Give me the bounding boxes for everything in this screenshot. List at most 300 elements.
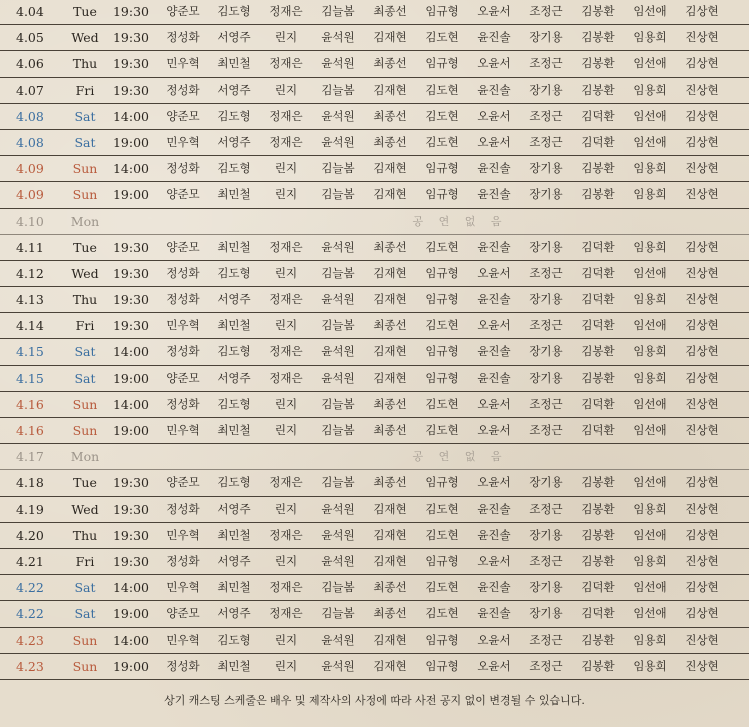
cast-cell: 린지	[274, 632, 298, 647]
cast-cell: 김재현	[373, 292, 407, 307]
cast-cell: 윤진솔	[477, 606, 511, 621]
schedule-row	[0, 366, 749, 392]
date-cell: 4.22	[16, 606, 44, 622]
cast-cell: 김늘봄	[321, 187, 355, 202]
cast-cell: 정성화	[166, 292, 200, 307]
cast-cell: 최민철	[217, 527, 251, 542]
day-cell: Mon	[70, 213, 100, 229]
schedule-row	[0, 575, 749, 601]
cast-cell: 조정근	[529, 658, 563, 673]
cast-cell: 최민철	[217, 56, 251, 71]
cast-cell: 진상현	[685, 553, 719, 568]
cast-cell: 김봉환	[581, 161, 615, 176]
time-cell: 19:30	[112, 501, 150, 517]
cast-cell: 양준모	[166, 108, 200, 123]
day-cell: Tue	[73, 4, 97, 19]
time-cell: 14:00	[112, 344, 150, 360]
cast-cell: 조정근	[529, 265, 563, 280]
cast-cell: 임규형	[425, 553, 459, 568]
cast-cell: 최민철	[217, 580, 251, 595]
schedule-row-off	[0, 209, 749, 235]
cast-cell: 윤석원	[321, 501, 355, 516]
cast-cell: 임선애	[633, 4, 667, 18]
cast-cell: 김도형	[217, 161, 251, 176]
cast-cell: 진상현	[685, 501, 719, 516]
schedule-row	[0, 182, 749, 208]
date-cell: 4.19	[16, 501, 44, 517]
cast-cell: 린지	[274, 658, 298, 673]
cast-cell: 진상현	[685, 161, 719, 176]
cast-cell: 오윤서	[477, 56, 511, 71]
cast-cell: 린지	[274, 423, 298, 437]
time-cell: 19:30	[112, 239, 150, 255]
cast-cell: 임용희	[633, 30, 667, 45]
cast-cell: 김봉환	[581, 344, 615, 359]
cast-cell: 임선애	[633, 475, 667, 490]
cast-cell: 임선애	[633, 56, 667, 71]
cast-cell: 윤석원	[321, 292, 355, 307]
cast-cell: 임선애	[633, 606, 667, 621]
cast-cell: 김도현	[425, 501, 459, 516]
cast-cell: 오윤서	[477, 475, 511, 490]
cast-cell: 윤석원	[321, 134, 355, 149]
cast-cell: 김늘봄	[321, 396, 355, 411]
cast-cell: 양준모	[166, 239, 200, 254]
cast-cell: 정재은	[269, 108, 303, 123]
cast-cell: 최종선	[373, 475, 407, 490]
cast-cell: 린지	[274, 265, 298, 280]
date-cell: 4.14	[16, 318, 44, 334]
cast-cell: 오윤서	[477, 423, 511, 437]
cast-cell: 윤석원	[321, 370, 355, 385]
cast-cell: 오윤서	[477, 553, 511, 568]
cast-cell: 최민철	[217, 239, 251, 254]
schedule-row	[0, 0, 749, 25]
cast-cell: 장기용	[529, 527, 563, 542]
cast-cell: 양준모	[166, 606, 200, 621]
cast-cell: 장기용	[529, 161, 563, 176]
day-cell: Sun	[72, 187, 98, 203]
time-cell: 19:30	[112, 56, 150, 72]
day-cell: Sun	[72, 423, 98, 438]
cast-cell: 김재현	[373, 344, 407, 359]
cast-cell: 정재은	[269, 56, 303, 71]
cast-cell: 린지	[274, 82, 298, 97]
cast-cell: 김재현	[373, 632, 407, 647]
cast-cell: 김늘봄	[321, 318, 355, 333]
cast-cell: 김상현	[685, 344, 719, 359]
time-cell: 19:30	[112, 527, 150, 543]
cast-cell: 김덕환	[581, 606, 615, 621]
cast-cell: 오윤서	[477, 4, 511, 18]
cast-cell: 조정근	[529, 396, 563, 411]
day-cell: Wed	[71, 265, 99, 281]
cast-cell: 임용희	[633, 187, 667, 202]
cast-cell: 린지	[274, 318, 298, 333]
cast-cell: 민우혁	[166, 580, 200, 595]
cast-cell: 정성화	[166, 161, 200, 176]
cast-cell: 최민철	[217, 187, 251, 202]
time-cell: 19:00	[112, 134, 150, 150]
cast-cell: 조정근	[529, 4, 563, 18]
day-cell: Sat	[74, 134, 96, 150]
cast-cell: 진상현	[685, 292, 719, 307]
cast-cell: 진상현	[685, 423, 719, 437]
schedule-row	[0, 287, 749, 313]
cast-cell: 서영주	[217, 370, 251, 385]
cast-cell: 임규형	[425, 370, 459, 385]
day-cell: Sat	[74, 606, 96, 622]
cast-cell: 임용희	[633, 239, 667, 254]
date-cell: 4.11	[16, 239, 44, 255]
cast-cell: 임규형	[425, 475, 459, 490]
cast-cell: 조정근	[529, 56, 563, 71]
schedule-row	[0, 313, 749, 339]
cast-cell: 양준모	[166, 4, 200, 18]
cast-cell: 장기용	[529, 187, 563, 202]
cast-cell: 윤진솔	[477, 292, 511, 307]
date-cell: 4.21	[16, 553, 44, 569]
schedule-row	[0, 339, 749, 365]
cast-cell: 임용희	[633, 553, 667, 568]
day-cell: Fri	[75, 318, 95, 334]
cast-cell: 린지	[274, 30, 298, 45]
cast-cell: 김재현	[373, 161, 407, 176]
cast-cell: 임규형	[425, 56, 459, 71]
cast-cell: 서영주	[217, 134, 251, 149]
cast-cell: 임규형	[425, 632, 459, 647]
cast-cell: 김재현	[373, 265, 407, 280]
cast-cell: 장기용	[529, 580, 563, 595]
date-cell: 4.08	[16, 108, 44, 124]
cast-cell: 김봉환	[581, 527, 615, 542]
day-cell: Sun	[72, 632, 98, 648]
cast-cell: 김덕환	[581, 580, 615, 595]
date-cell: 4.05	[16, 30, 44, 46]
cast-cell: 임규형	[425, 265, 459, 280]
cast-cell: 김상현	[685, 108, 719, 123]
schedule-row	[0, 392, 749, 418]
cast-cell: 임선애	[633, 580, 667, 595]
cast-cell: 민우혁	[166, 527, 200, 542]
cast-cell: 윤석원	[321, 108, 355, 123]
cast-cell: 김늘봄	[321, 423, 355, 437]
cast-cell: 임규형	[425, 161, 459, 176]
cast-cell: 윤진솔	[477, 161, 511, 176]
cast-cell: 김봉환	[581, 501, 615, 516]
cast-cell: 김도형	[217, 632, 251, 647]
cast-cell: 양준모	[166, 187, 200, 202]
cast-cell: 장기용	[529, 606, 563, 621]
day-cell: Sun	[72, 396, 98, 412]
cast-cell: 임선애	[633, 134, 667, 149]
cast-cell: 김재현	[373, 658, 407, 673]
no-performance-note: 공 연 없 음	[412, 214, 508, 228]
time-cell: 19:30	[112, 265, 150, 281]
cast-cell: 김재현	[373, 501, 407, 516]
cast-cell: 김도현	[425, 580, 459, 595]
cast-cell: 임규형	[425, 292, 459, 307]
cast-cell: 김도형	[217, 4, 251, 18]
cast-cell: 정성화	[166, 553, 200, 568]
cast-cell: 윤진솔	[477, 370, 511, 385]
date-cell: 4.18	[16, 475, 44, 491]
schedule-row	[0, 235, 749, 261]
cast-cell: 오윤서	[477, 134, 511, 149]
cast-cell: 임선애	[633, 527, 667, 542]
time-cell: 19:00	[112, 658, 150, 674]
schedule-row	[0, 654, 749, 680]
cast-cell: 정성화	[166, 30, 200, 45]
cast-cell: 린지	[274, 161, 298, 176]
cast-cell: 김도형	[217, 396, 251, 411]
cast-cell: 김상현	[685, 475, 719, 490]
cast-cell: 정성화	[166, 265, 200, 280]
cast-cell: 김덕환	[581, 108, 615, 123]
cast-cell: 윤석원	[321, 632, 355, 647]
cast-cell: 김늘봄	[321, 265, 355, 280]
cast-cell: 임용희	[633, 161, 667, 176]
cast-cell: 김재현	[373, 527, 407, 542]
cast-cell: 김상현	[685, 527, 719, 542]
date-cell: 4.22	[16, 580, 44, 596]
cast-cell: 임용희	[633, 501, 667, 516]
cast-cell: 민우혁	[166, 318, 200, 333]
cast-cell: 최종선	[373, 423, 407, 437]
date-cell: 4.12	[16, 265, 44, 281]
cast-cell: 장기용	[529, 344, 563, 359]
schedule-row	[0, 261, 749, 287]
cast-cell: 윤석원	[321, 527, 355, 542]
cast-cell: 정재은	[269, 475, 303, 490]
cast-cell: 윤진솔	[477, 580, 511, 595]
day-cell: Tue	[73, 475, 97, 491]
cast-cell: 오윤서	[477, 632, 511, 647]
cast-cell: 김재현	[373, 30, 407, 45]
cast-cell: 김도현	[425, 423, 459, 437]
cast-cell: 김도현	[425, 527, 459, 542]
day-cell: Tue	[73, 239, 97, 255]
cast-cell: 김봉환	[581, 56, 615, 71]
cast-cell: 김도현	[425, 82, 459, 97]
cast-cell: 김봉환	[581, 30, 615, 45]
day-cell: Thu	[72, 527, 98, 543]
cast-cell: 김늘봄	[321, 606, 355, 621]
cast-cell: 정재은	[269, 580, 303, 595]
cast-cell: 김늘봄	[321, 580, 355, 595]
cast-cell: 정재은	[269, 370, 303, 385]
cast-cell: 임규형	[425, 658, 459, 673]
cast-cell: 김재현	[373, 187, 407, 202]
cast-cell: 최종선	[373, 108, 407, 123]
cast-cell: 임선애	[633, 265, 667, 280]
time-cell: 14:00	[112, 580, 150, 596]
schedule-row	[0, 418, 749, 444]
cast-cell: 최종선	[373, 318, 407, 333]
cast-cell: 임용희	[633, 292, 667, 307]
cast-cell: 서영주	[217, 292, 251, 307]
cast-cell: 김봉환	[581, 370, 615, 385]
time-cell: 19:30	[112, 318, 150, 334]
schedule-row	[0, 497, 749, 523]
day-cell: Fri	[75, 553, 95, 569]
date-cell: 4.09	[16, 161, 44, 177]
cast-cell: 조정근	[529, 108, 563, 123]
cast-cell: 윤진솔	[477, 501, 511, 516]
cast-cell: 김상현	[685, 56, 719, 71]
cast-cell: 김상현	[685, 239, 719, 254]
cast-cell: 조정근	[529, 134, 563, 149]
date-cell: 4.07	[16, 82, 44, 98]
cast-cell: 김재현	[373, 370, 407, 385]
schedule-row	[0, 601, 749, 627]
cast-cell: 린지	[274, 553, 298, 568]
cast-cell: 윤석원	[321, 553, 355, 568]
date-cell: 4.10	[16, 213, 44, 229]
cast-cell: 민우혁	[166, 632, 200, 647]
cast-cell: 정성화	[166, 82, 200, 97]
cast-cell: 정재은	[269, 527, 303, 542]
schedule-row	[0, 470, 749, 496]
cast-cell: 정재은	[269, 239, 303, 254]
schedule-row-off	[0, 444, 749, 470]
cast-cell: 김봉환	[581, 632, 615, 647]
cast-cell: 김도현	[425, 30, 459, 45]
cast-cell: 최종선	[373, 56, 407, 71]
cast-cell: 김재현	[373, 82, 407, 97]
cast-cell: 김봉환	[581, 4, 615, 18]
cast-cell: 정재은	[269, 4, 303, 18]
cast-cell: 김덕환	[581, 134, 615, 149]
cast-cell: 윤진솔	[477, 82, 511, 97]
cast-cell: 오윤서	[477, 108, 511, 123]
cast-cell: 정재은	[269, 292, 303, 307]
cast-cell: 윤진솔	[477, 344, 511, 359]
cast-cell: 김재현	[373, 553, 407, 568]
day-cell: Thu	[72, 56, 98, 72]
cast-cell: 조정근	[529, 423, 563, 437]
cast-cell: 양준모	[166, 475, 200, 490]
schedule-row	[0, 104, 749, 130]
day-cell: Sat	[74, 344, 96, 360]
cast-cell: 김도현	[425, 239, 459, 254]
day-cell: Fri	[75, 82, 95, 98]
cast-cell: 최종선	[373, 606, 407, 621]
cast-cell: 김덕환	[581, 318, 615, 333]
cast-cell: 진상현	[685, 632, 719, 647]
cast-cell: 윤진솔	[477, 30, 511, 45]
cast-cell: 서영주	[217, 82, 251, 97]
cast-cell: 서영주	[217, 606, 251, 621]
cast-cell: 최종선	[373, 580, 407, 595]
date-cell: 4.09	[16, 187, 44, 203]
cast-cell: 진상현	[685, 658, 719, 673]
cast-cell: 임용희	[633, 658, 667, 673]
cast-cell: 진상현	[685, 82, 719, 97]
cast-cell: 양준모	[166, 370, 200, 385]
schedule-row	[0, 523, 749, 549]
cast-cell: 윤석원	[321, 56, 355, 71]
day-cell: Sat	[74, 370, 96, 386]
cast-cell: 오윤서	[477, 396, 511, 411]
cast-cell: 린지	[274, 501, 298, 516]
date-cell: 4.06	[16, 56, 44, 72]
cast-cell: 린지	[274, 187, 298, 202]
date-cell: 4.20	[16, 527, 44, 543]
date-cell: 4.16	[16, 423, 44, 438]
cast-cell: 조정근	[529, 501, 563, 516]
day-cell: Wed	[71, 501, 99, 517]
day-cell: Mon	[70, 449, 100, 465]
date-cell: 4.15	[16, 344, 44, 360]
cast-cell: 오윤서	[477, 265, 511, 280]
time-cell: 14:00	[112, 161, 150, 177]
cast-cell: 민우혁	[166, 423, 200, 437]
day-cell: Sun	[72, 161, 98, 177]
cast-cell: 김봉환	[581, 553, 615, 568]
cast-cell: 조정근	[529, 318, 563, 333]
cast-cell: 윤석원	[321, 344, 355, 359]
date-cell: 4.15	[16, 370, 44, 386]
time-cell: 19:30	[112, 475, 150, 491]
cast-cell: 장기용	[529, 370, 563, 385]
cast-cell: 김늘봄	[321, 161, 355, 176]
cast-cell: 김늘봄	[321, 475, 355, 490]
date-cell: 4.17	[16, 449, 44, 465]
cast-cell: 김덕환	[581, 292, 615, 307]
time-cell: 19:30	[112, 30, 150, 46]
cast-cell: 최민철	[217, 423, 251, 437]
cast-cell: 윤진솔	[477, 527, 511, 542]
cast-cell: 오윤서	[477, 318, 511, 333]
cast-cell: 정재은	[269, 344, 303, 359]
cast-cell: 김도현	[425, 606, 459, 621]
cast-cell: 김도현	[425, 134, 459, 149]
cast-cell: 정성화	[166, 396, 200, 411]
cast-cell: 민우혁	[166, 56, 200, 71]
schedule-row	[0, 25, 749, 51]
date-cell: 4.23	[16, 658, 44, 674]
day-cell: Wed	[71, 30, 99, 46]
cast-cell: 임선애	[633, 396, 667, 411]
schedule-row	[0, 51, 749, 77]
cast-cell: 최민철	[217, 658, 251, 673]
cast-cell: 김봉환	[581, 475, 615, 490]
schedule-row	[0, 130, 749, 156]
cast-cell: 장기용	[529, 292, 563, 307]
cast-cell: 최종선	[373, 134, 407, 149]
cast-cell: 김덕환	[581, 265, 615, 280]
schedule-row	[0, 628, 749, 654]
date-cell: 4.23	[16, 632, 44, 648]
schedule-row	[0, 549, 749, 575]
cast-cell: 정성화	[166, 501, 200, 516]
cast-cell: 임선애	[633, 423, 667, 437]
cast-cell: 임선애	[633, 108, 667, 123]
cast-cell: 임규형	[425, 187, 459, 202]
cast-cell: 윤진솔	[477, 187, 511, 202]
cast-cell: 오윤서	[477, 658, 511, 673]
cast-cell: 김덕환	[581, 423, 615, 437]
date-cell: 4.13	[16, 292, 44, 308]
cast-cell: 윤석원	[321, 239, 355, 254]
cast-cell: 김도현	[425, 108, 459, 123]
cast-cell: 진상현	[685, 396, 719, 411]
time-cell: 19:00	[112, 423, 150, 438]
cast-cell: 진상현	[685, 30, 719, 45]
cast-cell: 김도현	[425, 396, 459, 411]
cast-cell: 임용희	[633, 344, 667, 359]
